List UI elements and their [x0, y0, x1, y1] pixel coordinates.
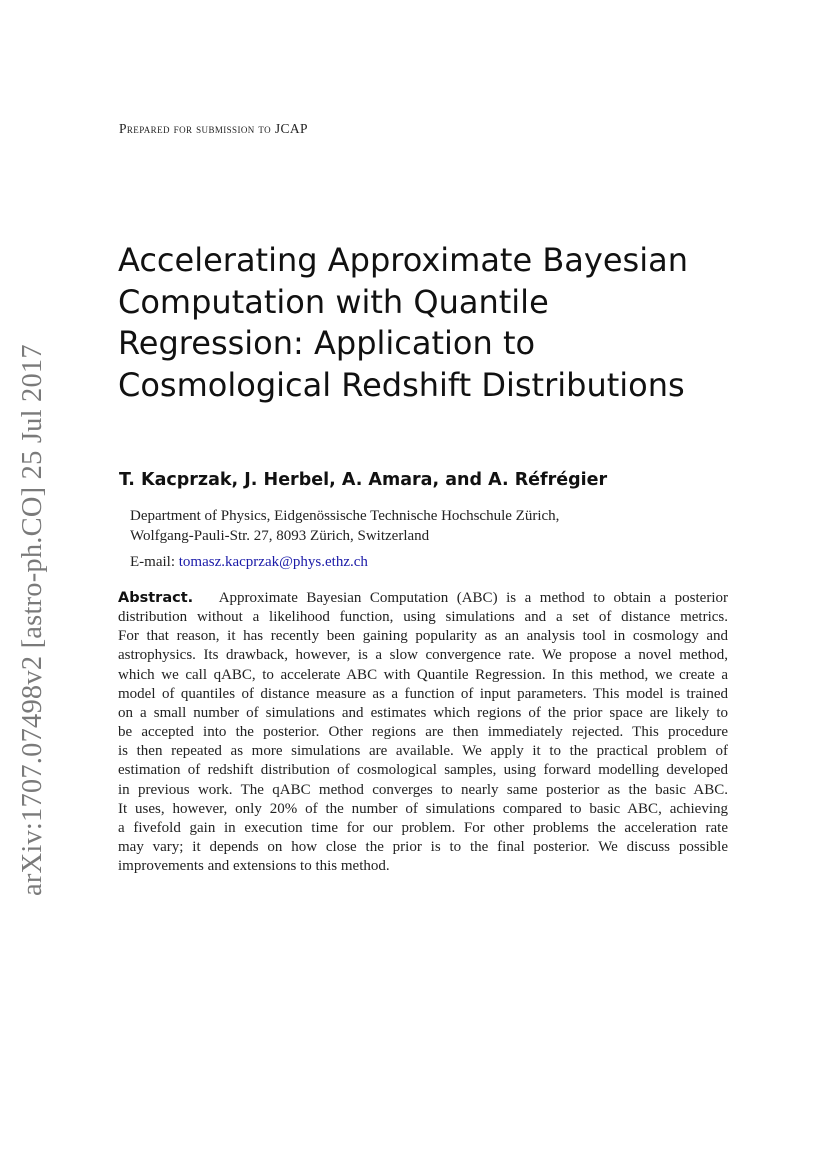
abstract-line-text: Approximate Bayesian Computation (ABC) is a method to obtain a posterior — [218, 590, 728, 606]
abstract-line: on a small number of simulations and estimates which regions of the prior space are likely to — [118, 704, 728, 721]
email-link[interactable]: tomasz.kacprzak@phys.ethz.ch — [178, 554, 368, 570]
submission-note: Prepared for submission to JCAP — [119, 121, 308, 136]
title-line: Accelerating Approximate Bayesian — [118, 241, 688, 279]
affiliation-line: Department of Physics, Eidgenössische Technische Hochschule Zürich, — [130, 508, 560, 524]
title-line: Computation with Quantile — [118, 282, 549, 321]
abstract-line: improvements and extensions to this method. — [118, 858, 390, 875]
affiliation — [130, 506, 559, 546]
abstract-line: For that reason, it has recently been gaining popularity as an analysis tool in cosmology and — [118, 628, 728, 645]
author-list: T. Kacprzak, J. Herbel, A. Amara, and A. Réfrégier — [119, 470, 608, 490]
abstract-line: It uses, however, only 20% of the number of simulations compared to basic ABC, achieving — [118, 800, 728, 817]
abstract-line: which we call qABC, to accelerate ABC with Quantile Regression. In this method, we create a — [118, 666, 728, 683]
title-line: Regression: Application to — [118, 324, 536, 362]
abstract-label: Abstract. — [118, 590, 194, 606]
abstract — [118, 589, 728, 876]
abstract-line: is then repeated as more simulations are available. We apply it to the practical problem of — [118, 743, 728, 760]
email-label: E-mail: — [130, 554, 175, 570]
title-line: Cosmological Redshift Distributions — [118, 365, 685, 404]
abstract-line: distribution without a likelihood function, using simulations and a set of distance metrics. — [118, 609, 728, 626]
abstract-line: may vary; it depends on how close the prior is to the final posterior. We discuss possible — [118, 839, 728, 856]
abstract-line: estimation of redshift distribution of cosmological samples, using forward modelling developed — [118, 762, 728, 779]
affiliation-line: Wolfgang-Pauli-Str. 27, 8093 Zürich, Switzerland — [130, 528, 430, 544]
abstract-line: be accepted into the posterior. Other regions are then immediately rejected. This procedure — [118, 724, 728, 741]
abstract-line — [118, 589, 728, 608]
arxiv-identifier-stamp: arXiv:1707.07498v2 [astro-ph.CO] 25 Jul 2017 — [17, 344, 48, 896]
abstract-line: in previous work. The qABC method converges to nearly same posterior as the basic ABC. — [118, 781, 728, 798]
abstract-line: a fivefold gain in execution time for our problem. For other problems the acceleration rate — [118, 819, 728, 836]
paper-title — [118, 240, 778, 406]
abstract-line: model of quantiles of distance measure as a function of input parameters. This model is trained — [118, 685, 728, 702]
abstract-line: astrophysics. Its drawback, however, is a slow convergence rate. We propose a novel method, — [118, 647, 728, 664]
email-line — [130, 554, 368, 571]
